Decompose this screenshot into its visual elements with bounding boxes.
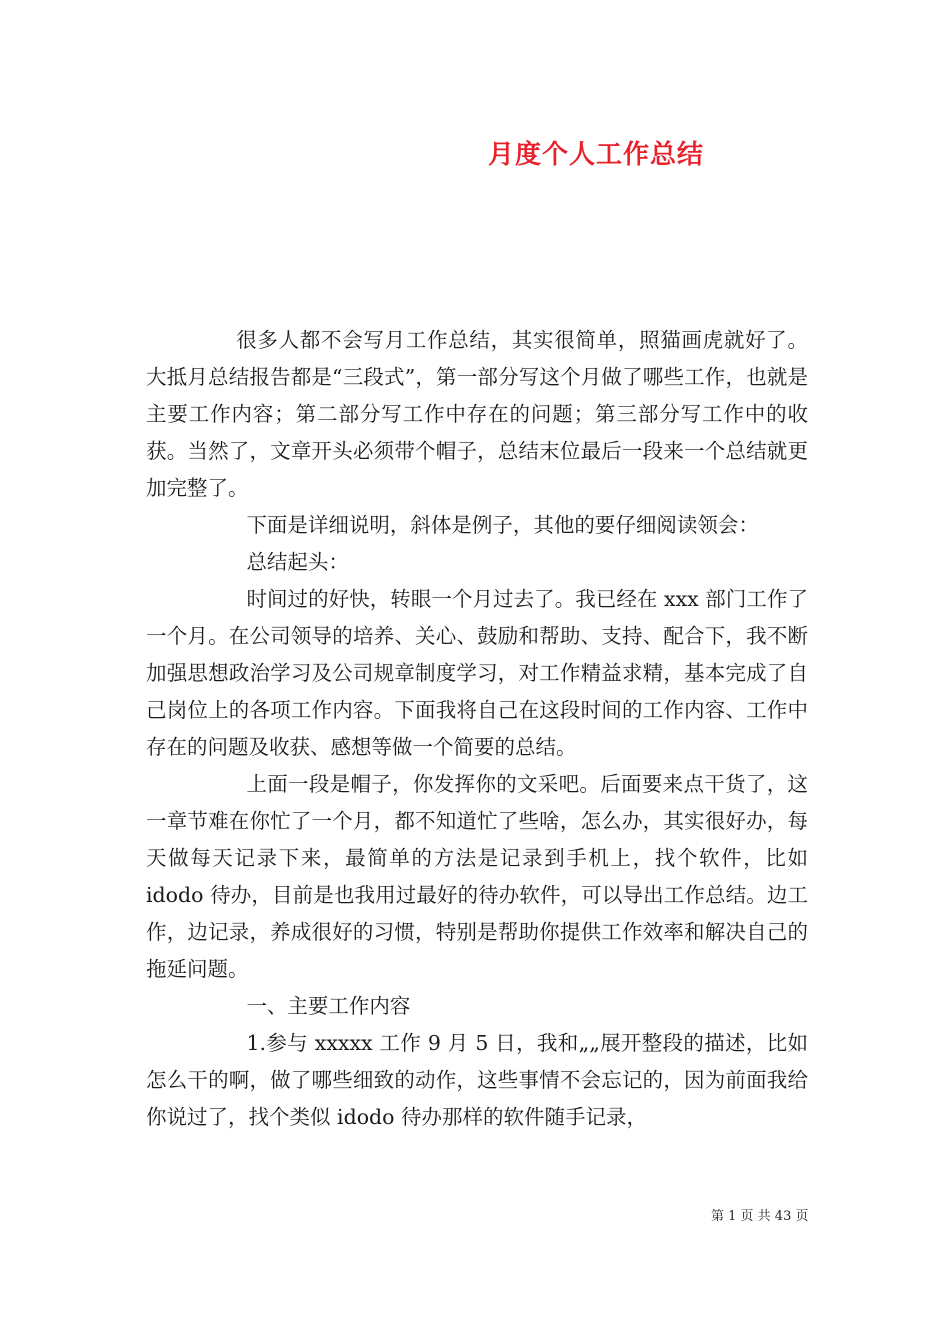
page-number: 第 1 页 共 43 页 bbox=[711, 1209, 809, 1224]
document-title: 月度个人工作总结 bbox=[488, 140, 705, 170]
document-body bbox=[146, 322, 808, 1136]
paragraph-item-1: 1.参与 xxxxx 工作 9 月 5 日，我和„„展开整段的描述，比如怎么干的啊，做了哪些细致的动作，这些事情不会忘记的，因为前面我给你说过了，找个类似 idodo 待办那样的软件随手记录， bbox=[146, 1031, 808, 1129]
paragraph-explanation: 下面是详细说明，斜体是例子，其他的要仔细阅读领会： bbox=[246, 513, 759, 537]
paragraph-intro: 很多人都不会写月工作总结，其实很简单，照猫画虎就好了。大抵月总结报告都是“三段式”，第一部分写这个月做了哪些工作，也就是主要工作内容；第二部分写工作中存在的问题；第三部分写工作中的收获。当然了，文章开头必须带个帽子，总结末位最后一段来一个总结就更加完整了。 bbox=[146, 328, 808, 500]
paragraph-example-opening: 时间过的好快，转眼一个月过去了。我已经在 xxx 部门工作了一个月。在公司领导的培养、关心、鼓励和帮助、支持、配合下，我不断加强思想政治学习及公司规章制度学习，对工作精益求精，基本完成了自己岗位上的各项工作内容。下面我将自己在这段时间的工作内容、工作中存在的问题及收获、感想等做一个简要的总结。 bbox=[146, 587, 808, 759]
paragraph-heading-opening: 总结起头： bbox=[246, 550, 349, 574]
section-heading-main-work: 一、主要工作内容 bbox=[246, 994, 411, 1018]
paragraph-advice: 上面一段是帽子，你发挥你的文采吧。后面要来点干货了，这一章节难在你忙了一个月，都不知道忙了些啥，怎么办，其实很好办，每天做每天记录下来，最简单的方法是记录到手机上，找个软件，比如 idodo 待办，目前是也我用过最好的待办软件，可以导出工作总结。边工作，边记录，养成很好的习惯，特别是帮助你提供工作效率和解决自己的拖延问题。 bbox=[146, 772, 808, 981]
